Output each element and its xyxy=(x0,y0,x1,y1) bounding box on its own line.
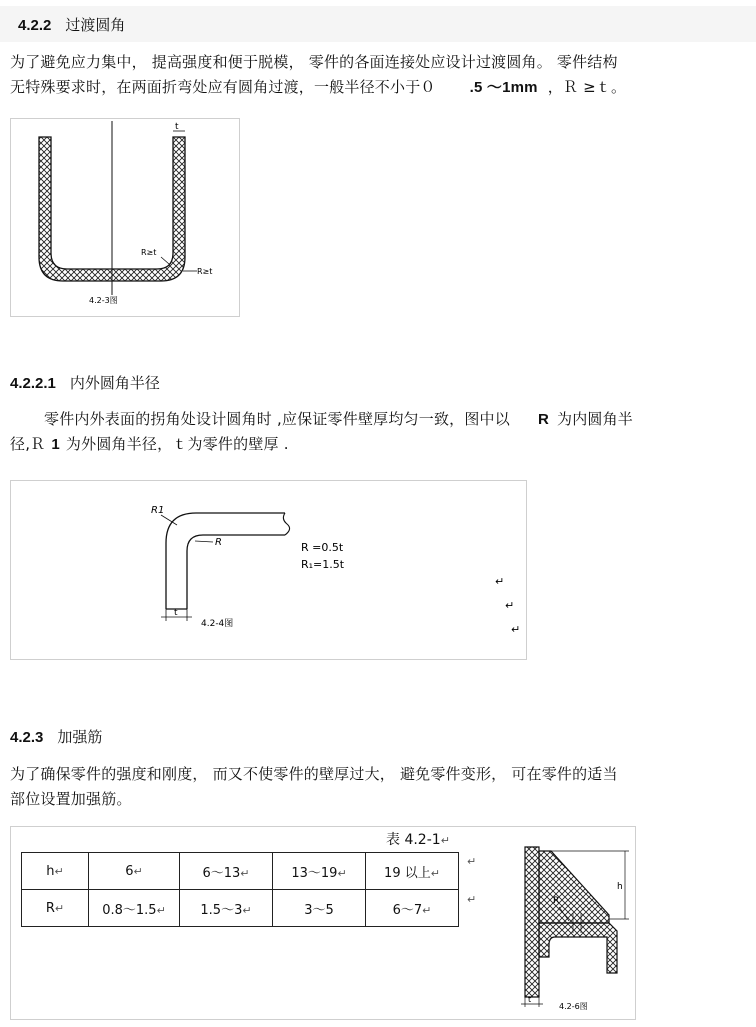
paragraph-radius xyxy=(10,407,633,457)
cell-text: 0.8～1.5 xyxy=(102,902,157,918)
paragraph-line: 部位设置加强筋。 xyxy=(10,790,132,808)
rib-table-panel xyxy=(10,826,636,1020)
figure-4-2-4 xyxy=(10,480,527,660)
return-mark: ↵ xyxy=(422,903,432,917)
inner-radius-label: R≥t xyxy=(141,248,157,257)
table-row xyxy=(22,890,459,927)
rib-section-drawing xyxy=(511,837,631,1015)
return-mark: ↵ xyxy=(511,623,521,636)
height-label: h xyxy=(617,882,623,892)
table-row xyxy=(22,853,459,890)
text-run: 为内圆角半 xyxy=(557,410,634,428)
table-cell xyxy=(366,890,459,927)
cell-text: 6～13 xyxy=(202,865,241,881)
table-cell xyxy=(180,853,273,890)
bend-radius-drawing xyxy=(11,481,526,659)
table-caption xyxy=(386,829,450,849)
figure-4-2-3 xyxy=(10,118,240,317)
paragraph-line: 为了避免应力集中， 提高强度和便于脱模， 零件的各面连接处应设计过渡圆角。 零件结构 xyxy=(10,53,618,71)
return-mark: ↵ xyxy=(337,866,347,880)
text-run: 无特殊要求时，在两面折弯处应有圆角过渡，一般半径不小于０ xyxy=(10,78,436,96)
return-mark: ↵ xyxy=(156,903,166,917)
section-title: 加强筋 xyxy=(57,728,103,746)
return-mark: ↵ xyxy=(495,575,505,588)
section-title: 过渡圆角 xyxy=(65,16,126,34)
text-run: ，Ｒ ≥ｔ。 xyxy=(547,78,627,96)
inner-radius-leader xyxy=(195,541,213,542)
paragraph-line xyxy=(10,432,633,457)
return-mark: ↵ xyxy=(440,834,450,847)
cell-text: 13～19 xyxy=(291,865,338,881)
return-mark: ↵ xyxy=(54,864,64,878)
figure-caption: 4.2-6图 xyxy=(559,1002,588,1011)
thickness-label: t xyxy=(528,995,532,1004)
rib-gusset xyxy=(539,851,609,923)
text-run: 径,Ｒ xyxy=(10,435,46,453)
cell-text: 3～5 xyxy=(304,902,334,918)
inner-radius-leader xyxy=(161,257,169,264)
cell-text: R xyxy=(45,900,55,916)
vertical-wall xyxy=(525,847,539,997)
flange xyxy=(539,923,617,973)
paragraph-rib xyxy=(10,762,618,812)
paragraph-fillet xyxy=(10,50,626,100)
text-run: R xyxy=(537,411,549,428)
figure-caption: 4.2-4图 xyxy=(201,619,234,629)
thickness-label: t xyxy=(174,608,178,618)
table-head-cell xyxy=(22,853,89,890)
section-heading-4-2-2 xyxy=(18,14,125,35)
section-heading-4-2-2-1 xyxy=(10,372,160,393)
table-head-cell xyxy=(22,890,89,927)
inner-radius-label: R xyxy=(215,537,222,548)
table-cell xyxy=(89,853,180,890)
return-mark: ↵ xyxy=(467,855,477,868)
table-cell xyxy=(180,890,273,927)
return-mark: ↵ xyxy=(240,866,250,880)
return-mark: ↵ xyxy=(242,903,252,917)
text-run: 零件内外表面的拐角处设计圆角时 ,应保证零件壁厚均匀一致，图中以 xyxy=(44,410,510,428)
section-heading-4-2-3 xyxy=(10,726,102,747)
return-mark: ↵ xyxy=(467,893,477,906)
outer-radius-label: R≥t xyxy=(197,267,213,276)
cell-text: 6 xyxy=(125,863,134,879)
table-caption-text: 表 4.2-1 xyxy=(386,832,441,848)
cell-text: h xyxy=(46,863,55,879)
return-mark: ↵ xyxy=(430,866,440,880)
break-line xyxy=(283,513,289,535)
table-cell xyxy=(89,890,180,927)
inner-contour xyxy=(187,535,285,609)
radius-label: R xyxy=(553,896,560,906)
text-run: 为外圆角半径，ｔ为零件的壁厚 . xyxy=(65,435,289,453)
cell-text: 19 以上 xyxy=(384,865,431,881)
formula-outer-radius: R₁=1.5t xyxy=(301,558,345,571)
section-title: 内外圆角半径 xyxy=(69,374,160,392)
outer-radius-label: R1 xyxy=(151,505,165,516)
paragraph-line: 为了确保零件的强度和刚度， 而又不使零件的壁厚过大， 避免零件变形， 可在零件的适当 xyxy=(10,765,618,783)
formula-inner-radius: R =0.5t xyxy=(301,541,344,554)
table-cell xyxy=(366,853,459,890)
section-number: 4.2.2 xyxy=(18,17,52,34)
table-cell xyxy=(273,853,366,890)
return-mark: ↵ xyxy=(133,864,143,878)
return-mark: ↵ xyxy=(54,901,65,915)
fillet-container-drawing xyxy=(11,119,239,316)
text-run: 1 xyxy=(51,436,60,453)
return-mark: ↵ xyxy=(505,599,515,612)
paragraph-line xyxy=(10,75,626,100)
table-cell xyxy=(273,890,366,927)
cell-text: 1.5～3 xyxy=(200,902,243,918)
rib-size-table xyxy=(21,852,459,927)
text-run: .5 ～1mm xyxy=(469,79,538,96)
section-number: 4.2.3 xyxy=(10,729,44,746)
paragraph-line xyxy=(10,407,633,432)
section-number: 4.2.2.1 xyxy=(10,375,56,392)
figure-caption: 4.2-3图 xyxy=(89,296,118,305)
cell-text: 6～7 xyxy=(392,902,423,918)
thickness-label: t xyxy=(175,122,179,132)
outer-contour xyxy=(166,513,285,609)
